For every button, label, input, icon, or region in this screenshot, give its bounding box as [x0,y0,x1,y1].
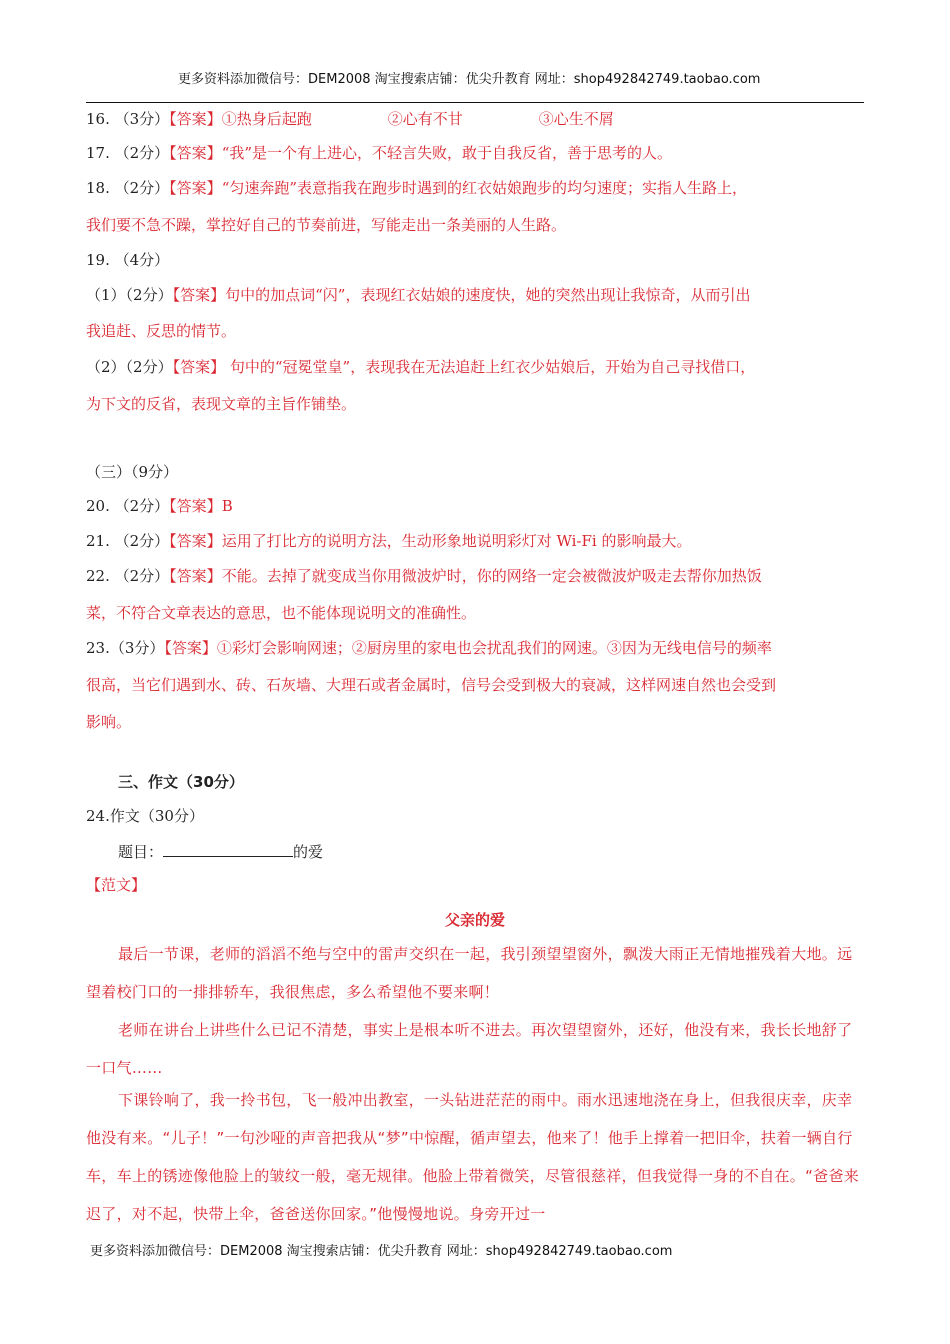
q20-row [86,495,866,517]
q19-2-answer-line1: 句中的“冠冕堂皇”，表现我在无法追赶上红衣少姑娘后，开始为自己寻找借口， [225,358,756,376]
q22-answer-line2: 菜，不符合文章表达的意思，也不能体现说明文的准确性。 [86,604,477,622]
q23-answer-line1: ①彩灯会影响网速；②厨房里的家电也会扰乱我们的网速。③因为无线电信号的频率 [216,639,772,657]
answer-tag: 【答案】 [169,110,222,128]
essay-paragraph-1: 最后一节课，老师的滔滔不绝与空中的雷声交织在一起，我引颈望望窗外，飘泼大雨正无情地摧残着大地。远望着校门口的一排排轿车，我很焦虑，多么希望他不要来啊！ [86,945,853,1001]
answer-tag: 【答案】 [169,144,222,162]
q24-label: 24.作文（30分） [86,807,204,825]
q16-answer-1: ①热身后起跑 [221,110,312,128]
q20-answer: B [221,497,233,515]
q19-2-row [86,356,866,378]
q18-answer-line2: 我们要不急不躁，掌控好自己的节奏前进，写能走出一条美丽的人生路。 [86,216,567,234]
prompt-before: 题目： [118,843,164,861]
q21-number: 21. （2分） [86,532,170,550]
q19-1-number: （1）（2分） [86,286,173,304]
answer-tag: 【答案】 [169,567,222,585]
essay-title: 父亲的爱 [444,911,505,929]
q23-answer-line2: 很高，当它们遇到水、砖、石灰墙、大理石或者金属时，信号会受到极大的衰减，这样网速自然也会受到 [86,676,777,694]
answer-tag: 【答案】 [172,358,226,376]
q17-answer: “我”是一个有上进心，不轻言失败，敢于自我反省，善于思考的人。 [221,144,673,162]
answer-tag: 【答案】 [164,639,217,657]
q17-row [86,142,866,164]
q23-row [86,637,866,659]
title-blank [163,842,293,857]
q19-1-answer-line1: 句中的加点词“闪”，表现红衣姑娘的速度快，她的突然出现让我惊奇，从而引出 [225,286,751,304]
q23-answer-line3: 影响。 [86,713,132,731]
q22-row [86,565,866,587]
answer-tag: 【答案】 [169,532,222,550]
composition-heading: 三、作文（30分） [118,773,244,791]
sample-tag: 【范文】 [86,876,147,894]
q22-number: 22. （2分） [86,567,170,585]
answer-tag: 【答案】 [169,179,222,197]
essay-paragraph-3: 下课铃响了，我一拎书包，飞一般冲出教室，一头钻进茫茫的雨中。雨水迅速地浇在身上，但我很庆幸，庆幸他没有来。“儿子！”一句沙哑的声音把我从“梦”中惊醒，循声望去，他来了！他手上撑着一把旧伞，扶着一辆自行车，车上的锈迹像他脸上的皱纹一般，毫无规律。他脸上带着微笑，尽管很慈祥，但我觉得一身的不自在。“爸爸来迟了，对不起，快带上伞，爸爸送你回家。”他慢慢地说。身旁开过一 [86,1091,860,1223]
q17-number: 17. （2分） [86,144,170,162]
q19-1-answer-line2: 我追赶、反思的情节。 [86,322,237,340]
q16-answer-2: ②心有不甘 [387,110,463,128]
q19-number: 19. （4分） [86,251,170,269]
q16-row [86,108,866,130]
q23-number: 23.（3分） [86,639,165,657]
q18-row [86,177,866,199]
q19-2-answer-line2: 为下文的反省，表现文章的主旨作铺垫。 [86,395,357,413]
page-footer: 更多资料添加微信号：DEM2008 淘宝搜索店铺：优尖升教育 网址：shop492842749.taobao.com [90,1244,673,1259]
q16-answer-3: ③心生不屑 [538,110,614,128]
q19-2-number: （2）（2分） [86,358,173,376]
q22-answer-line1: 不能。去掉了就变成当你用微波炉时，你的网络一定会被微波炉吸走去帮你加热饭 [221,567,762,585]
prompt-after: 的爱 [293,843,324,861]
section-3-title: （三）（9分） [86,463,179,481]
answer-tag: 【答案】 [169,497,222,515]
answer-tag: 【答案】 [172,286,226,304]
q16-number: 16. （3分） [86,110,170,128]
q18-number: 18. （2分） [86,179,170,197]
page-header: 更多资料添加微信号：DEM2008 淘宝搜索店铺：优尖升教育 网址：shop492842749.taobao.com [178,72,761,87]
q18-answer-line1: “匀速奔跑”表意指我在跑步时遇到的红衣姑娘跑步的均匀速度；实指人生路上， [221,179,748,197]
q21-row [86,530,866,552]
q21-answer: 运用了打比方的说明方法，生动形象地说明彩灯对 Wi-Fi 的影响最大。 [221,532,692,550]
essay-paragraph-2: 老师在讲台上讲些什么已记不清楚，事实上是根本听不进去。再次望望窗外，还好，他没有来，我长长地舒了一口气…… [86,1021,853,1077]
composition-prompt [118,841,898,863]
q19-1-row [86,284,866,306]
q20-number: 20. （2分） [86,497,170,515]
header-rule [86,102,864,103]
